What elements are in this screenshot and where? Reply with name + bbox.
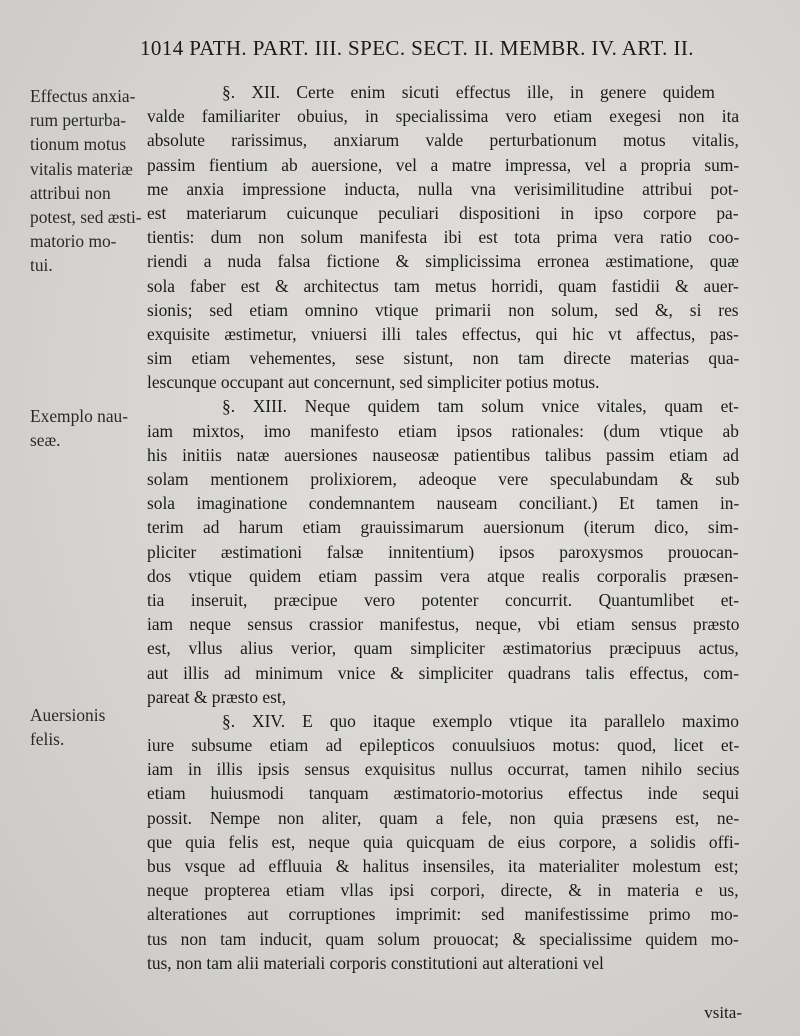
margin-note-line: vitalis materiæ [30, 158, 133, 179]
text-line: pliciter æstimationi falsæ innitentium) ipsos paroxysmos prouocan- [147, 541, 739, 562]
paragraph-14 [147, 709, 739, 975]
text-line: sim etiam vehementes, sese sistunt, non tam directe materias qua- [147, 348, 740, 369]
text-line: exquisite æstimetur, vniuersi illi tales effectus, qui hic vt affectus, pas- [147, 323, 739, 344]
text-line: est, vllus alius verior, quam simpliciter æstimatorius præcipuus actus, [147, 638, 739, 659]
text-line: iam in illis ipsis sensus exquisitus nullus occurrat, tamen nihilo secius [147, 759, 740, 780]
margin-note-line: seæ. [30, 430, 61, 451]
text-line: possit. Nempe non aliter, quam a fele, non quia præsens est, ne- [147, 807, 740, 828]
paragraph-12 [147, 80, 739, 394]
text-line: §. XIV. E quo itaque exemplo vtique ita parallelo maximo [222, 710, 739, 731]
text-line: sola imaginatione condemnantem nauseam conciliant.) Et tamen in- [147, 493, 740, 514]
text-line: tientis: dum non solum manifesta ibi est tota prima vera ratio coo- [147, 227, 740, 248]
text-line: est materiarum cuicunque peculiari dispositioni in ipso corpore pa- [147, 202, 739, 223]
margin-note-line: tui. [30, 255, 53, 276]
margin-note-line: potest, sed æsti- [30, 206, 142, 227]
text-line: me anxia impressione inducta, nulla vna verisimilitudine attribui pot- [147, 178, 739, 199]
text-line: pareat & præsto est, [147, 686, 287, 707]
text-line: iam mixtos, imo manifesto etiam ipsos rationales: (dum vtique ab [147, 420, 739, 441]
margin-note-exemplo [30, 404, 148, 452]
text-line: riendi a nuda falsa fictione & simplicissima erronea æstimatione, quæ [147, 251, 739, 272]
text-line: iure subsume etiam ad epilepticos conuulsiuos motus: quod, licet et- [147, 735, 740, 756]
text-line: solam mentionem prolixiorem, adeoque vere speculabundam & sub [147, 469, 740, 489]
text-line: sionis; sed etiam omnino vtique primarii non solum, sed &, si res [147, 299, 739, 320]
margin-note-auersionis [30, 703, 148, 751]
page-body [147, 80, 739, 975]
text-line: etiam huiusmodi tanquam æstimatorio-motorius effectus inde sequi [147, 783, 740, 804]
text-line: aut illis ad minimum vnice & simpliciter quadrans talis effectus, com- [147, 662, 739, 683]
text-line: §. XII. Certe enim sicuti effectus ille, in genere quidem [222, 82, 715, 102]
text-line: que quia felis est, neque quia quicquam de eius corpore, a solidis offi- [147, 831, 740, 852]
margin-note-line: attribui non [30, 182, 111, 203]
text-line: tus, non tam alii materiali corporis constitutioni aut alterationi vel [147, 952, 604, 973]
paragraph-13 [147, 394, 739, 708]
text-line: terim ad harum etiam grauissimarum auersionum (iterum dico, sim- [147, 517, 739, 538]
text-line: iam neque sensus crassior manifestus, neque, vbi etiam sensus præsto [147, 614, 740, 635]
margin-note-line: rum perturba- [30, 110, 127, 131]
margin-note-effectus [30, 84, 148, 278]
margin-note-line: matorio mo- [30, 231, 117, 252]
text-line: passim fientium ab auersione, vel a matre impressa, vel a propria sum- [147, 154, 740, 175]
text-line: absolute rarissimus, anxiarum valde perturbationum motus vitalis, [147, 130, 739, 151]
text-line: valde familiariter obuius, in specialissima vero etiam exegesi non ita [147, 106, 740, 127]
text-line: his initiis natæ auersiones nauseosæ patientibus talibus passim etiam ad [147, 444, 739, 465]
catchword: vsita- [704, 1003, 742, 1022]
margin-note-line: Effectus anxia- [30, 86, 136, 106]
text-line: tus non tam inducit, quam solum prouocat; & specialissime quidem mo- [147, 928, 739, 949]
margin-note-line: felis. [30, 729, 65, 750]
margin-note-line: tionum motus [30, 134, 127, 155]
text-line: sola faber est & architectus tam metus horridi, quam fastidii & auer- [147, 275, 739, 296]
text-line: alterationes aut corruptiones imprimit: sed manifestissime primo mo- [147, 904, 739, 925]
margin-note-line: Exemplo nau- [30, 406, 129, 426]
text-line: bus vsque ad effluuia & halitus insensiles, ita materialiter molestum est; [147, 856, 739, 876]
text-line: lescunque occupant aut concernunt, sed simpliciter potius motus. [147, 372, 600, 393]
margin-note-line: Auersionis [30, 705, 106, 725]
text-line: §. XIII. Neque quidem tam solum vnice vitales, quam et- [222, 396, 739, 417]
text-line: dos vtique quidem etiam passim vera atque realis corporalis præsen- [147, 565, 739, 586]
text-line: tia inseruit, præcipue vero potenter concurrit. Quantumlibet et- [147, 589, 740, 610]
running-head: 1014 PATH. PART. III. SPEC. SECT. II. MEMBR. IV. ART. II. [140, 36, 694, 60]
text-line: neque propterea etiam vllas ipsi corpori, directe, & in materia e us, [147, 880, 739, 901]
